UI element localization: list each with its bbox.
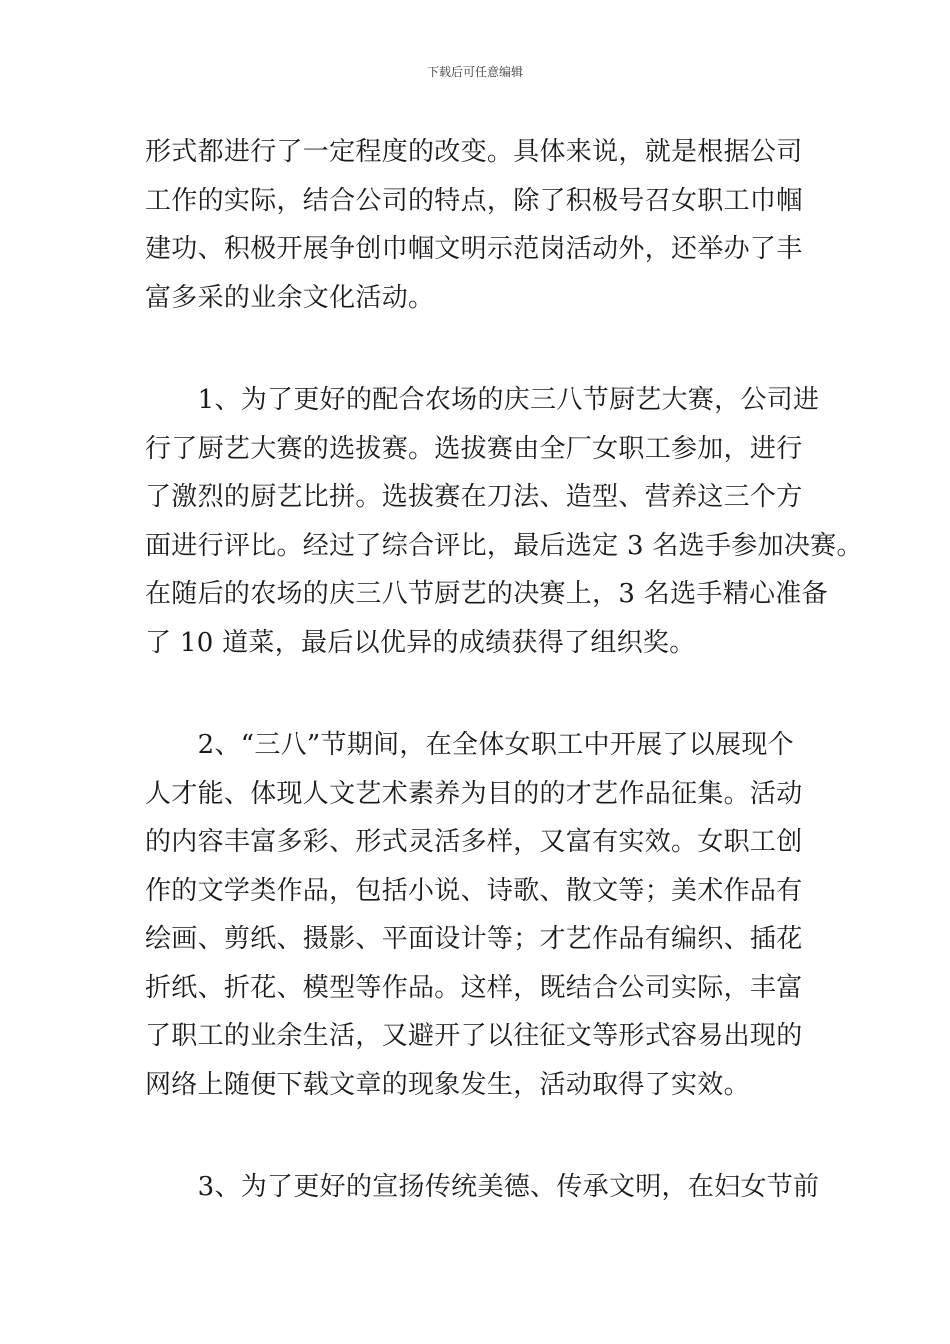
text-line: 1、为了更好的配合农场的庆三八节厨艺大赛，公司进 <box>145 385 820 415</box>
paragraph-item-1 <box>145 376 863 667</box>
text-line: 行了厨艺大赛的选拔赛。选拔赛由全厂女职工参加，进行 <box>145 433 803 464</box>
text-line: 在随后的农场的庆三八节厨艺的决赛上，3 名选手精心准备 <box>145 579 828 609</box>
text-line: 形式都进行了一定程度的改变。具体来说，就是根据公司 <box>145 137 803 167</box>
text-line: 富多采的业余文化活动。 <box>145 282 435 313</box>
text-line: 建功、积极开展争创巾帼文明示范岗活动外，还举办了丰 <box>145 234 803 264</box>
text-line: 2、“三八”节期间，在全体女职工中开展了以展现个 <box>145 730 794 760</box>
text-line: 人才能、体现人文艺术素养为目的的才艺作品征集。活动 <box>145 778 803 809</box>
text-line: 了激烈的厨艺比拼。选拔赛在刀法、造型、营养这三个方 <box>145 482 803 512</box>
text-line: 网络上随便下载文章的现象发生，活动取得了实效。 <box>145 1069 750 1100</box>
text-line: 了职工的业余生活，又避开了以往征文等形式容易出现的 <box>145 1021 803 1051</box>
text-line: 作的文学类作品，包括小说、诗歌、散文等；美术作品有 <box>145 875 803 906</box>
paragraph-item-3 <box>145 1163 820 1212</box>
text-line: 工作的实际，结合公司的特点，除了积极号召女职工巾帼 <box>145 185 803 216</box>
page-header: 下载后可任意编辑 <box>426 65 523 79</box>
text-line: 的内容丰富多彩、形式灵活多样，又富有实效。女职工创 <box>145 827 803 857</box>
text-line: 了 10 道菜，最后以优异的成绩获得了组织奖。 <box>145 627 696 658</box>
paragraph-intro <box>145 128 810 322</box>
text-line: 折纸、折花、模型等作品。这样，既结合公司实际，丰富 <box>145 972 803 1003</box>
text-line: 绘画、剪纸、摄影、平面设计等；才艺作品有编织、插花 <box>145 924 803 954</box>
paragraph-item-2 <box>145 721 810 1109</box>
document-body <box>145 128 863 1212</box>
text-line: 面进行评比。经过了综合评比，最后选定 3 名选手参加决赛。 <box>145 530 863 561</box>
text-line: 3、为了更好的宣扬传统美德、传承文明，在妇女节前 <box>145 1172 820 1202</box>
